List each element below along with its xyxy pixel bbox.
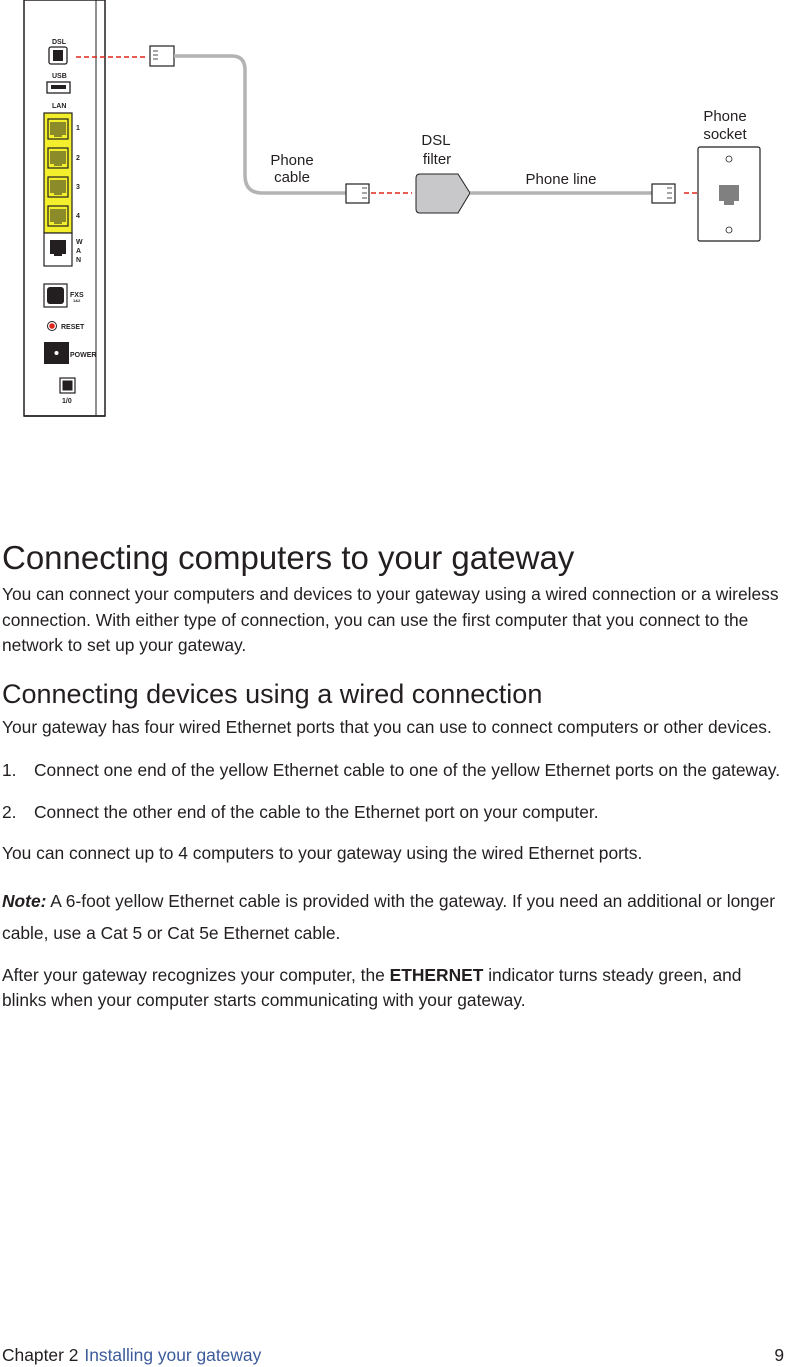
dsl-filter bbox=[416, 174, 470, 213]
page-title: Connecting computers to your gateway bbox=[2, 539, 575, 576]
phone-socket bbox=[698, 147, 760, 241]
fxs-sub-label: 1&2 bbox=[73, 298, 81, 303]
step-text: Connect the other end of the cable to the Ethernet port on your computer. bbox=[34, 802, 599, 822]
step-number: 2. bbox=[2, 802, 17, 822]
list-item bbox=[2, 797, 784, 827]
steps-list bbox=[2, 755, 784, 827]
wired-intro-paragraph: Your gateway has four wired Ethernet ports that you can use to connect computers or other devices. bbox=[2, 716, 772, 737]
lan-port-1-label: 1 bbox=[76, 125, 80, 132]
phone-cable bbox=[174, 56, 346, 193]
connection-diagram bbox=[0, 0, 786, 430]
power-label: POWER bbox=[70, 352, 97, 359]
up-to-paragraph: You can connect up to 4 computers to your gateway using the wired Ethernet ports. bbox=[2, 843, 643, 863]
wan-label-a: A bbox=[76, 248, 82, 255]
footer-section-link[interactable]: Installing your gateway bbox=[84, 1345, 262, 1365]
lan-label: LAN bbox=[52, 103, 67, 110]
lan-port-4-label: 4 bbox=[76, 213, 80, 220]
lan-port-3 bbox=[48, 177, 68, 197]
phone-socket-label-line1: Phone bbox=[703, 108, 747, 125]
final-paragraph bbox=[2, 963, 784, 1014]
note-paragraph bbox=[2, 885, 784, 949]
phone-cable-label-line2: cable bbox=[274, 169, 310, 186]
fxs-label: FXS bbox=[70, 292, 84, 299]
dsl-filter-label-line1: DSL bbox=[421, 132, 451, 149]
lan-port-2 bbox=[48, 148, 68, 168]
list-item bbox=[2, 755, 784, 785]
intro-paragraph: You can connect your computers and devices to your gateway using a wired connection or a wireless connection. With either type of connection, you can use the first computer that you connect to the network to set up your gateway. bbox=[2, 584, 779, 655]
final-text-after: indicator turns steady green, and blinks when your computer starts communicating with your gateway. bbox=[2, 964, 742, 1010]
phone-plug-socket bbox=[652, 184, 675, 203]
note-text: A 6-foot yellow Ethernet cable is provided with the gateway. If you need an additional or longer cable, use a Cat 5 or Cat 5e Ethernet cable. bbox=[2, 890, 776, 943]
page-number: 9 bbox=[774, 1345, 784, 1365]
phone-plug-filter bbox=[346, 184, 369, 203]
wan-label-n: N bbox=[76, 257, 82, 264]
phone-plug-top bbox=[150, 46, 174, 66]
usb-port-label: USB bbox=[52, 73, 67, 80]
reset-label: RESET bbox=[61, 324, 85, 331]
dsl-port-label: DSL bbox=[52, 39, 66, 46]
step-number: 1. bbox=[2, 760, 17, 780]
note-label: Note: bbox=[2, 890, 47, 911]
page-footer bbox=[2, 1344, 784, 1366]
dsl-filter-label-line2: filter bbox=[422, 151, 452, 168]
lan-port-3-label: 3 bbox=[76, 184, 80, 191]
phone-cable-label-line1: Phone bbox=[270, 152, 314, 169]
lan-port-4 bbox=[48, 206, 68, 226]
phone-socket-label-line2: socket bbox=[703, 126, 747, 143]
gateway-device bbox=[24, 0, 105, 416]
page-content bbox=[2, 538, 784, 1014]
ethernet-indicator-name: ETHERNET bbox=[389, 964, 484, 985]
lan-port-1 bbox=[48, 119, 68, 139]
wan-label-w: W bbox=[76, 239, 83, 246]
footer-chapter: Chapter 2 bbox=[2, 1345, 79, 1365]
lan-port-2-label: 2 bbox=[76, 155, 80, 162]
phone-line-label: Phone line bbox=[525, 171, 597, 188]
power-switch-label: 1/0 bbox=[62, 398, 72, 405]
final-text-before: After your gateway recognizes your computer, the bbox=[2, 964, 390, 985]
step-text: Connect one end of the yellow Ethernet cable to one of the yellow Ethernet ports on the gateway. bbox=[34, 760, 781, 780]
section-heading: Connecting devices using a wired connection bbox=[2, 678, 543, 709]
